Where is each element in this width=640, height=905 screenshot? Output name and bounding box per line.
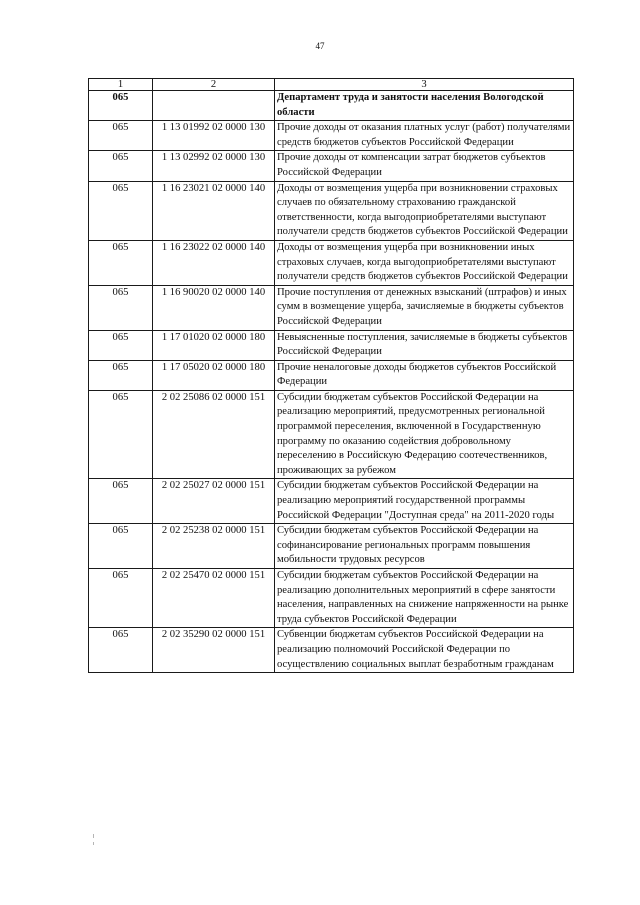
income-code-cell: 1 16 23022 02 0000 140: [153, 240, 275, 285]
income-code-cell: 1 16 90020 02 0000 140: [153, 285, 275, 330]
income-code-cell: 1 13 01992 02 0000 130: [153, 121, 275, 151]
admin-code-cell: 065: [89, 181, 153, 240]
department-name: Департамент труда и занятости населения Вологодской области: [275, 91, 574, 121]
table-row: [89, 479, 574, 524]
scan-mark: [93, 842, 94, 845]
admin-code-cell: 065: [89, 524, 153, 569]
income-code-cell: 2 02 25027 02 0000 151: [153, 479, 275, 524]
scan-mark: [93, 834, 94, 838]
income-name-cell: Доходы от возмещения ущерба при возникновении страховых случаев по обязательному страхованию гражданской ответственности, когда выгодоприобретателями выступают получатели средств бюджетов субъектов Российской Федерации: [275, 181, 574, 240]
admin-code-cell: 065: [89, 628, 153, 673]
department-income-code: [153, 91, 275, 121]
income-code-cell: 2 02 25086 02 0000 151: [153, 390, 275, 479]
table-row: [89, 569, 574, 628]
table-row: [89, 360, 574, 390]
table-row: [89, 628, 574, 673]
table-row: [89, 151, 574, 181]
income-name-cell: Прочие доходы от оказания платных услуг (работ) получателями средств бюджетов субъектов Российской Федерации: [275, 121, 574, 151]
income-code-cell: 2 02 25238 02 0000 151: [153, 524, 275, 569]
department-row: [89, 91, 574, 121]
admin-code-cell: 065: [89, 360, 153, 390]
income-name-cell: Прочие доходы от компенсации затрат бюджетов субъектов Российской Федерации: [275, 151, 574, 181]
income-name-cell: Субсидии бюджетам субъектов Российской Федерации на реализацию мероприятий государственной программы Российской Федерации "Доступная среда" на 2011-2020 годы: [275, 479, 574, 524]
income-name-cell: Прочие поступления от денежных взысканий (штрафов) и иных сумм в возмещение ущерба, зачисляемые в бюджеты субъектов Российской Федерации: [275, 285, 574, 330]
header-cell-name: 3: [275, 79, 574, 91]
header-cell-code: 2: [153, 79, 275, 91]
admin-code-cell: 065: [89, 151, 153, 181]
income-name-cell: Субсидии бюджетам субъектов Российской Федерации на реализацию мероприятий, предусмотренных региональной программой переселения, включенной в Государственную программу по оказанию содействия добровольному переселению в Российскую Федерацию соотечественников, проживающих за рубежом: [275, 390, 574, 479]
table-row: [89, 524, 574, 569]
income-name-cell: Невыясненные поступления, зачисляемые в бюджеты субъектов Российской Федерации: [275, 330, 574, 360]
department-admin-code: 065: [89, 91, 153, 121]
admin-code-cell: 065: [89, 240, 153, 285]
table-row: [89, 285, 574, 330]
table-row: [89, 121, 574, 151]
header-cell-admin: 1: [89, 79, 153, 91]
table-body: [89, 79, 574, 673]
admin-code-cell: 065: [89, 390, 153, 479]
income-code-cell: 1 17 05020 02 0000 180: [153, 360, 275, 390]
income-name-cell: Доходы от возмещения ущерба при возникновении иных страховых случаев, когда выгодоприобретателями выступают получатели средств бюджетов субъектов Российской Федерации: [275, 240, 574, 285]
table-row: [89, 330, 574, 360]
table-row: [89, 181, 574, 240]
admin-code-cell: 065: [89, 285, 153, 330]
table-header-row: [89, 79, 574, 91]
budget-classification-table: [88, 78, 574, 673]
page-number: 47: [315, 41, 325, 51]
income-code-cell: 1 13 02992 02 0000 130: [153, 151, 275, 181]
table-row: [89, 240, 574, 285]
income-name-cell: Субвенции бюджетам субъектов Российской Федерации на реализацию полномочий Российской Федерации по осуществлению социальных выплат безработным гражданам: [275, 628, 574, 673]
admin-code-cell: 065: [89, 121, 153, 151]
income-code-cell: 2 02 25470 02 0000 151: [153, 569, 275, 628]
income-code-cell: 1 16 23021 02 0000 140: [153, 181, 275, 240]
table-row: [89, 390, 574, 479]
income-code-cell: 1 17 01020 02 0000 180: [153, 330, 275, 360]
income-name-cell: Прочие неналоговые доходы бюджетов субъектов Российской Федерации: [275, 360, 574, 390]
income-name-cell: Субсидии бюджетам субъектов Российской Федерации на реализацию дополнительных мероприятий в сфере занятости населения, направленных на снижение напряженности на рынке труда субъектов Российской Федерации: [275, 569, 574, 628]
income-name-cell: Субсидии бюджетам субъектов Российской Федерации на софинансирование региональных программ повышения мобильности трудовых ресурсов: [275, 524, 574, 569]
admin-code-cell: 065: [89, 569, 153, 628]
admin-code-cell: 065: [89, 479, 153, 524]
admin-code-cell: 065: [89, 330, 153, 360]
income-code-cell: 2 02 35290 02 0000 151: [153, 628, 275, 673]
